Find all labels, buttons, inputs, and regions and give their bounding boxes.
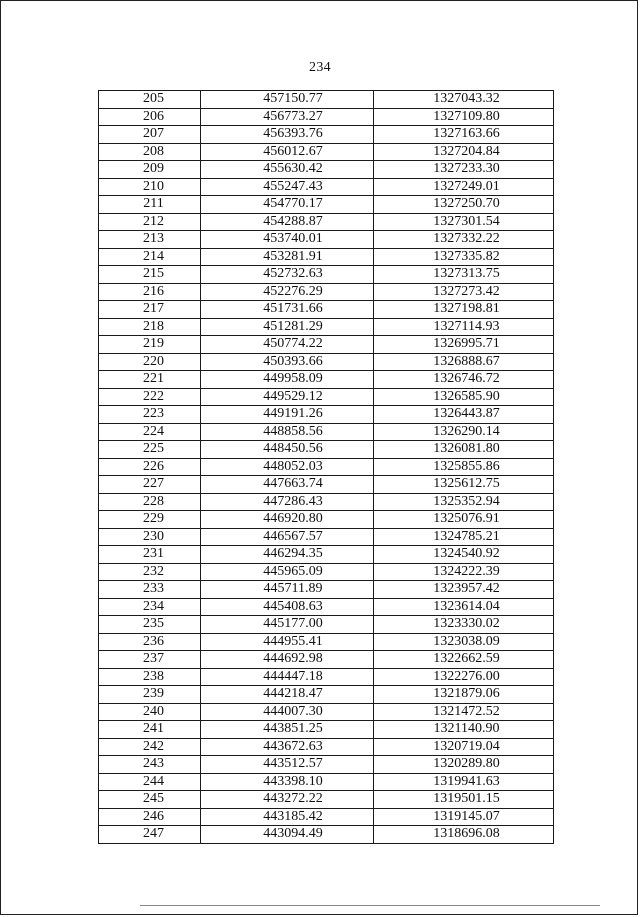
table-row: [99, 808, 554, 826]
x-coordinate-cell: 444955.41: [201, 633, 374, 651]
y-coordinate-cell: 1327273.42: [374, 283, 554, 301]
x-coordinate-cell: 456393.76: [201, 126, 374, 144]
point-number-cell: 207: [99, 126, 201, 144]
table-row: [99, 633, 554, 651]
point-number-cell: 239: [99, 686, 201, 704]
point-number-cell: 242: [99, 738, 201, 756]
point-number-cell: 228: [99, 493, 201, 511]
point-number-cell: 234: [99, 598, 201, 616]
y-coordinate-cell: 1323330.02: [374, 616, 554, 634]
x-coordinate-cell: 447286.43: [201, 493, 374, 511]
point-number-cell: 240: [99, 703, 201, 721]
x-coordinate-cell: 446294.35: [201, 546, 374, 564]
point-number-cell: 221: [99, 371, 201, 389]
x-coordinate-cell: 456773.27: [201, 108, 374, 126]
y-coordinate-cell: 1324785.21: [374, 528, 554, 546]
y-coordinate-cell: 1325352.94: [374, 493, 554, 511]
point-number-cell: 231: [99, 546, 201, 564]
table-row: [99, 231, 554, 249]
x-coordinate-cell: 443851.25: [201, 721, 374, 739]
page-number: 234: [309, 60, 331, 75]
table-row: [99, 441, 554, 459]
y-coordinate-cell: 1327109.80: [374, 108, 554, 126]
x-coordinate-cell: 455247.43: [201, 178, 374, 196]
y-coordinate-cell: 1324222.39: [374, 563, 554, 581]
x-coordinate-cell: 452276.29: [201, 283, 374, 301]
point-number-cell: 217: [99, 301, 201, 319]
y-coordinate-cell: 1325612.75: [374, 476, 554, 494]
x-coordinate-cell: 443672.63: [201, 738, 374, 756]
point-number-cell: 233: [99, 581, 201, 599]
table-row: [99, 668, 554, 686]
point-number-cell: 230: [99, 528, 201, 546]
y-coordinate-cell: 1327301.54: [374, 213, 554, 231]
y-coordinate-cell: 1321140.90: [374, 721, 554, 739]
x-coordinate-cell: 450774.22: [201, 336, 374, 354]
table-row: [99, 406, 554, 424]
coordinate-table-container: [98, 90, 553, 844]
table-row: [99, 301, 554, 319]
table-row: [99, 756, 554, 774]
point-number-cell: 211: [99, 196, 201, 214]
y-coordinate-cell: 1327198.81: [374, 301, 554, 319]
table-row: [99, 686, 554, 704]
y-coordinate-cell: 1325855.86: [374, 458, 554, 476]
table-row: [99, 476, 554, 494]
table-row: [99, 91, 554, 109]
x-coordinate-cell: 455630.42: [201, 161, 374, 179]
y-coordinate-cell: 1321879.06: [374, 686, 554, 704]
table-row: [99, 143, 554, 161]
y-coordinate-cell: 1318696.08: [374, 826, 554, 844]
table-row: [99, 423, 554, 441]
table-row: [99, 318, 554, 336]
x-coordinate-cell: 452732.63: [201, 266, 374, 284]
table-row: [99, 511, 554, 529]
coordinate-table: [98, 90, 554, 844]
table-row: [99, 791, 554, 809]
table-row: [99, 563, 554, 581]
table-row: [99, 266, 554, 284]
x-coordinate-cell: 445711.89: [201, 581, 374, 599]
x-coordinate-cell: 454288.87: [201, 213, 374, 231]
point-number-cell: 215: [99, 266, 201, 284]
x-coordinate-cell: 449958.09: [201, 371, 374, 389]
x-coordinate-cell: 446567.57: [201, 528, 374, 546]
table-row: [99, 703, 554, 721]
y-coordinate-cell: 1327204.84: [374, 143, 554, 161]
y-coordinate-cell: 1327313.75: [374, 266, 554, 284]
y-coordinate-cell: 1327335.82: [374, 248, 554, 266]
x-coordinate-cell: 456012.67: [201, 143, 374, 161]
y-coordinate-cell: 1327250.70: [374, 196, 554, 214]
point-number-cell: 206: [99, 108, 201, 126]
table-row: [99, 616, 554, 634]
x-coordinate-cell: 453281.91: [201, 248, 374, 266]
point-number-cell: 219: [99, 336, 201, 354]
point-number-cell: 235: [99, 616, 201, 634]
table-row: [99, 826, 554, 844]
y-coordinate-cell: 1321472.52: [374, 703, 554, 721]
x-coordinate-cell: 451731.66: [201, 301, 374, 319]
y-coordinate-cell: 1327114.93: [374, 318, 554, 336]
y-coordinate-cell: 1327249.01: [374, 178, 554, 196]
table-row: [99, 213, 554, 231]
point-number-cell: 238: [99, 668, 201, 686]
point-number-cell: 224: [99, 423, 201, 441]
point-number-cell: 213: [99, 231, 201, 249]
x-coordinate-cell: 457150.77: [201, 91, 374, 109]
y-coordinate-cell: 1326995.71: [374, 336, 554, 354]
point-number-cell: 247: [99, 826, 201, 844]
y-coordinate-cell: 1324540.92: [374, 546, 554, 564]
y-coordinate-cell: 1319145.07: [374, 808, 554, 826]
x-coordinate-cell: 444447.18: [201, 668, 374, 686]
y-coordinate-cell: 1326888.67: [374, 353, 554, 371]
y-coordinate-cell: 1323957.42: [374, 581, 554, 599]
table-row: [99, 178, 554, 196]
table-row: [99, 651, 554, 669]
point-number-cell: 226: [99, 458, 201, 476]
x-coordinate-cell: 448858.56: [201, 423, 374, 441]
x-coordinate-cell: 443272.22: [201, 791, 374, 809]
y-coordinate-cell: 1327332.22: [374, 231, 554, 249]
x-coordinate-cell: 443185.42: [201, 808, 374, 826]
x-coordinate-cell: 447663.74: [201, 476, 374, 494]
point-number-cell: 209: [99, 161, 201, 179]
table-row: [99, 161, 554, 179]
point-number-cell: 237: [99, 651, 201, 669]
y-coordinate-cell: 1327043.32: [374, 91, 554, 109]
point-number-cell: 223: [99, 406, 201, 424]
table-row: [99, 248, 554, 266]
point-number-cell: 218: [99, 318, 201, 336]
table-row: [99, 371, 554, 389]
point-number-cell: 243: [99, 756, 201, 774]
table-row: [99, 493, 554, 511]
x-coordinate-cell: 446920.80: [201, 511, 374, 529]
y-coordinate-cell: 1326290.14: [374, 423, 554, 441]
table-row: [99, 196, 554, 214]
x-coordinate-cell: 449191.26: [201, 406, 374, 424]
x-coordinate-cell: 450393.66: [201, 353, 374, 371]
table-row: [99, 283, 554, 301]
y-coordinate-cell: 1320719.04: [374, 738, 554, 756]
y-coordinate-cell: 1323614.04: [374, 598, 554, 616]
table-row: [99, 773, 554, 791]
point-number-cell: 220: [99, 353, 201, 371]
x-coordinate-cell: 449529.12: [201, 388, 374, 406]
x-coordinate-cell: 445408.63: [201, 598, 374, 616]
page-bottom-edge: [140, 905, 600, 906]
y-coordinate-cell: 1326585.90: [374, 388, 554, 406]
y-coordinate-cell: 1326081.80: [374, 441, 554, 459]
point-number-cell: 246: [99, 808, 201, 826]
table-row: [99, 738, 554, 756]
point-number-cell: 245: [99, 791, 201, 809]
table-row: [99, 581, 554, 599]
point-number-cell: 225: [99, 441, 201, 459]
table-row: [99, 528, 554, 546]
y-coordinate-cell: 1320289.80: [374, 756, 554, 774]
point-number-cell: 216: [99, 283, 201, 301]
table-row: [99, 598, 554, 616]
x-coordinate-cell: 454770.17: [201, 196, 374, 214]
y-coordinate-cell: 1319941.63: [374, 773, 554, 791]
y-coordinate-cell: 1327233.30: [374, 161, 554, 179]
y-coordinate-cell: 1326746.72: [374, 371, 554, 389]
point-number-cell: 241: [99, 721, 201, 739]
y-coordinate-cell: 1322276.00: [374, 668, 554, 686]
x-coordinate-cell: 448450.56: [201, 441, 374, 459]
point-number-cell: 214: [99, 248, 201, 266]
x-coordinate-cell: 445177.00: [201, 616, 374, 634]
point-number-cell: 232: [99, 563, 201, 581]
table-row: [99, 353, 554, 371]
table-row: [99, 546, 554, 564]
x-coordinate-cell: 453740.01: [201, 231, 374, 249]
point-number-cell: 222: [99, 388, 201, 406]
point-number-cell: 210: [99, 178, 201, 196]
x-coordinate-cell: 444692.98: [201, 651, 374, 669]
table-row: [99, 388, 554, 406]
y-coordinate-cell: 1326443.87: [374, 406, 554, 424]
y-coordinate-cell: 1323038.09: [374, 633, 554, 651]
table-row: [99, 721, 554, 739]
x-coordinate-cell: 445965.09: [201, 563, 374, 581]
table-row: [99, 126, 554, 144]
point-number-cell: 229: [99, 511, 201, 529]
y-coordinate-cell: 1325076.91: [374, 511, 554, 529]
x-coordinate-cell: 444218.47: [201, 686, 374, 704]
y-coordinate-cell: 1322662.59: [374, 651, 554, 669]
coordinate-table-body: [99, 91, 554, 844]
y-coordinate-cell: 1319501.15: [374, 791, 554, 809]
x-coordinate-cell: 443094.49: [201, 826, 374, 844]
point-number-cell: 212: [99, 213, 201, 231]
table-row: [99, 336, 554, 354]
y-coordinate-cell: 1327163.66: [374, 126, 554, 144]
table-row: [99, 458, 554, 476]
point-number-cell: 208: [99, 143, 201, 161]
x-coordinate-cell: 443398.10: [201, 773, 374, 791]
x-coordinate-cell: 451281.29: [201, 318, 374, 336]
point-number-cell: 227: [99, 476, 201, 494]
point-number-cell: 205: [99, 91, 201, 109]
x-coordinate-cell: 443512.57: [201, 756, 374, 774]
table-row: [99, 108, 554, 126]
x-coordinate-cell: 444007.30: [201, 703, 374, 721]
point-number-cell: 244: [99, 773, 201, 791]
point-number-cell: 236: [99, 633, 201, 651]
x-coordinate-cell: 448052.03: [201, 458, 374, 476]
